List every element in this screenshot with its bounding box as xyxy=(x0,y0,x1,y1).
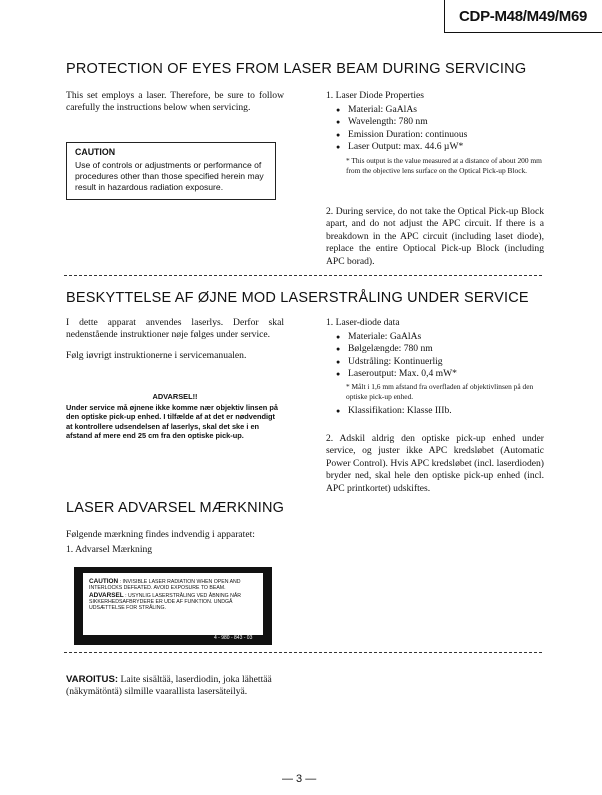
caution-box xyxy=(66,142,276,200)
list-item: ● Wavelength: 780 nm xyxy=(336,116,556,128)
list-item: ● Materiale: GaAlAs xyxy=(336,331,556,343)
section-divider xyxy=(64,275,542,276)
label-advarsel-word: ADVARSEL xyxy=(89,592,124,599)
english-intro: This set employs a laser. Therefore, be sure to follow carefully the instructions below when servicing. xyxy=(66,90,284,114)
danish-intro: I dette apparat anvendes laserlys. Derfor skal nedenstående instruktioner nøje følges under service. xyxy=(66,317,284,341)
label-caution-text: : INVISIBLE LASER RADIATION WHEN OPEN AND INTERLOCKS DEFEATED. AVOID EXPOSURE TO BEAM. xyxy=(89,579,241,591)
output-footnote-danish: * Målt i 1,6 mm afstand fra overfladen af objektivlinsen på den optiske pick-up enhed. xyxy=(346,382,534,401)
english-title: PROTECTION OF EYES FROM LASER BEAM DURING SERVICING xyxy=(66,61,527,77)
marking-item: 1. Advarsel Mærkning xyxy=(66,544,153,555)
list-item: ● Bølgelængde: 780 nm xyxy=(336,343,556,355)
laser-diode-properties-list xyxy=(336,104,556,154)
service-instruction-danish: 2. Adskil aldrig den optiske pick-up enhed under service, og juster ikke APC kredsløbet (Automatic Power Control). Hvis APC kredsløbet (incl. laserdioden) bryder ned, skal hele den optiske pick-up enhed (incl. APC printkortet) udskiftes. xyxy=(326,433,544,494)
caution-text: Use of controls or adjustments or performance of procedures other than those specified herein may result in hazardous radiation exposure. xyxy=(75,160,264,192)
caution-title: CAUTION xyxy=(75,147,116,157)
page-number: — 3 — xyxy=(282,773,317,785)
service-instruction: 2. During service, do not take the Optical Pick-up Block apart, and do not adjust the APC circuit. If there is a breakdown in the APC circuit (including laset diode), replace the entire Optiocal Pick-up Block (including APC borad). xyxy=(326,206,544,267)
finnish-warning xyxy=(66,674,326,699)
list-item: ● Emission Duration: continuous xyxy=(336,129,556,141)
marking-title: LASER ADVARSEL MÆRKNING xyxy=(66,500,285,516)
danish-follow-note: Følg iøvrigt instruktionerne i servicemanualen. xyxy=(66,350,247,361)
marking-intro: Følgende mærkning findes indvendig i apparatet: xyxy=(66,529,255,540)
finnish-warning-label: VAROITUS: xyxy=(66,674,119,685)
classification-item: ● Klassifikation: Klasse IIIb. xyxy=(336,405,556,417)
laser-diode-properties-title: 1. Laser Diode Properties xyxy=(326,90,425,101)
label-caution-line xyxy=(83,573,263,591)
laser-diode-data-list xyxy=(336,331,556,381)
output-footnote: * This output is the value measured at a distance of about 200 mm from the objective lens surface on the Optical Pick-up Block. xyxy=(346,156,542,175)
section-divider xyxy=(64,652,542,653)
finnish-warning-text: Laite sisältää, laserdiodin, joka lähettää (näkymätöntä) silmille vaarallista lasersäteilyä. xyxy=(66,674,272,698)
label-caution-word: CAUTION xyxy=(89,578,119,585)
list-item: ● Laseroutput: Max. 0,4 mW* xyxy=(336,368,556,380)
label-advarsel-line xyxy=(83,591,263,611)
warning-text: Under service må øjnene ikke komme nær objektiv linsen på den optiske pick-up enhed. I tilfælde af at det er nødvendigt at kontrollere udsendelsen af laserlys, skal det ske i en afstand af mere end 25 cm fra den optiske pick-up. xyxy=(66,403,278,441)
model-number: CDP-M48/M49/M69 xyxy=(459,8,588,25)
warning-label-panel xyxy=(83,573,263,635)
list-item: ● Material: GaAlAs xyxy=(336,104,556,116)
list-item: ● Udstråling: Kontinuerlig xyxy=(336,356,556,368)
laser-diode-data-title: 1. Laser-diode data xyxy=(326,317,400,328)
warning-title: ADVARSEL!! xyxy=(152,392,198,401)
label-advarsel-text: : USYNLIG LASERSTRÅLING VED ÅBNING NÅR SIKKERHEDSAFBRYDERE ER UDE AF FUNKTION. UNDGÅ UDSÆTTELSE FOR STRÅLING. xyxy=(89,593,242,611)
label-part-code: 4 - 980 - 843 - 03 xyxy=(214,635,253,641)
classification-list xyxy=(336,405,556,417)
danish-title: BESKYTTELSE AF ØJNE MOD LASERSTRÅLING UNDER SERVICE xyxy=(66,290,529,306)
list-item: ● Laser Output: max. 44.6 µW* xyxy=(336,141,556,153)
